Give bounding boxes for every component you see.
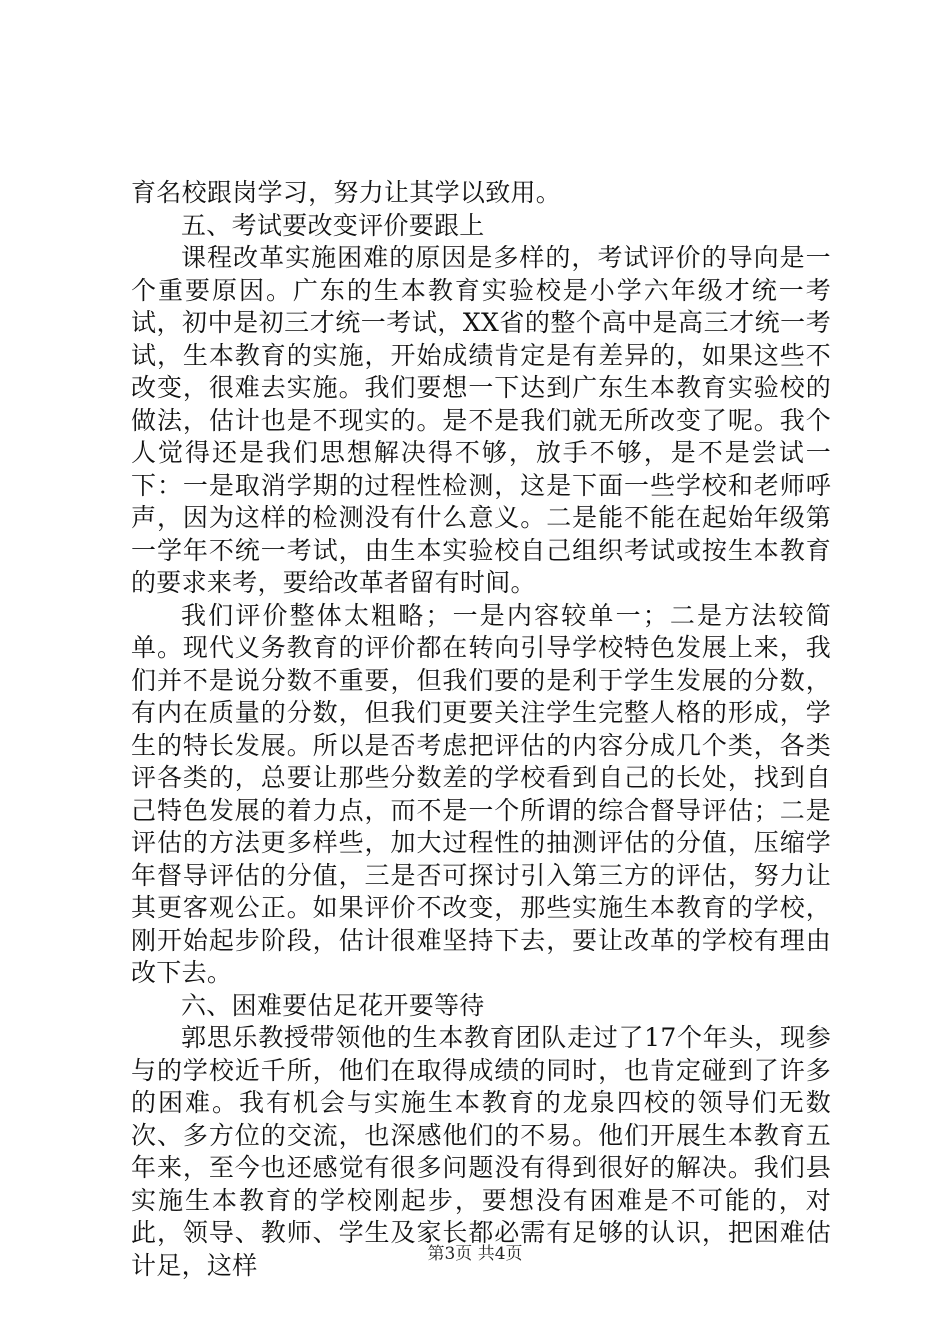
section-heading-5: 五、考试要改变评价要跟上 bbox=[181, 210, 485, 240]
page-footer: 第3页 共4页 bbox=[427, 1244, 523, 1264]
paragraph-difficulties: 郭思乐教授带领他的生本教育团队走过了17个年头，现参与的学校近千所，他们在取得成绩的同时，也肯定碰到了许多的困难。我有机会与实施生本教育的龙泉四校的领导们无数次、多方位的交流，也深感他们的不易。他们开展生本教育五年来，至今也还感觉有很多问题没有得到很好的解决。我们县实施生本教育的学校刚起步，要想没有困难是不可能的，对此，领导、教师、学生及家长都必需有足够的认识，把困难估计足，这样 bbox=[131, 1023, 831, 1280]
document-body bbox=[131, 177, 831, 1282]
paragraph-continuation: 育名校跟岗学习，努力让其学以致用。 bbox=[131, 178, 562, 207]
paragraph-evaluation: 我们评价整体太粗略；一是内容较单一；二是方法较简单。现代义务教育的评价都在转向引导学校特色发展上来，我们并不是说分数不重要，但我们要的是利于学生发展的分数，有内在质量的分数，但我们更要关注学生完整人格的形成，学生的特长发展。所以是否考虑把评估的内容分成几个类，各类评各类的，总要让那些分数差的学校看到自己的长处，找到自己特色发展的着力点，而不是一个所谓的综合督导评估；二是评估的方法更多样些，加大过程性的抽测评估的分值，压缩学年督导评估的分值，三是否可探讨引入第三方的评估，努力让其更客观公正。如果评价不改变，那些实施生本教育的学校，刚开始起步阶段，估计很难坚持下去，要让改革的学校有理由改下去。 bbox=[131, 600, 831, 987]
section-heading-6: 六、困难要估足花开要等待 bbox=[181, 990, 485, 1020]
paragraph-exam-reform: 课程改革实施困难的原因是多样的，考试评价的导向是一个重要原因。广东的生本教育实验校是小学六年级才统一考试，初中是初三才统一考试，XX省的整个高中是高三才统一考试，生本教育的实施，开始成绩肯定是有差异的，如果这些不改变，很难去实施。我们要想一下达到广东生本教育实验校的做法，估计也是不现实的。是不是我们就无所改变了呢。我个人觉得还是我们思想解决得不够，放手不够，是不是尝试一下：一是取消学期的过程性检测，这是下面一些学校和老师呼声，因为这样的检测没有什么意义。二是能不能在起始年级第一学年不统一考试，由生本实验校自己组织考试或按生本教育的要求来考，要给改革者留有时间。 bbox=[131, 243, 831, 597]
